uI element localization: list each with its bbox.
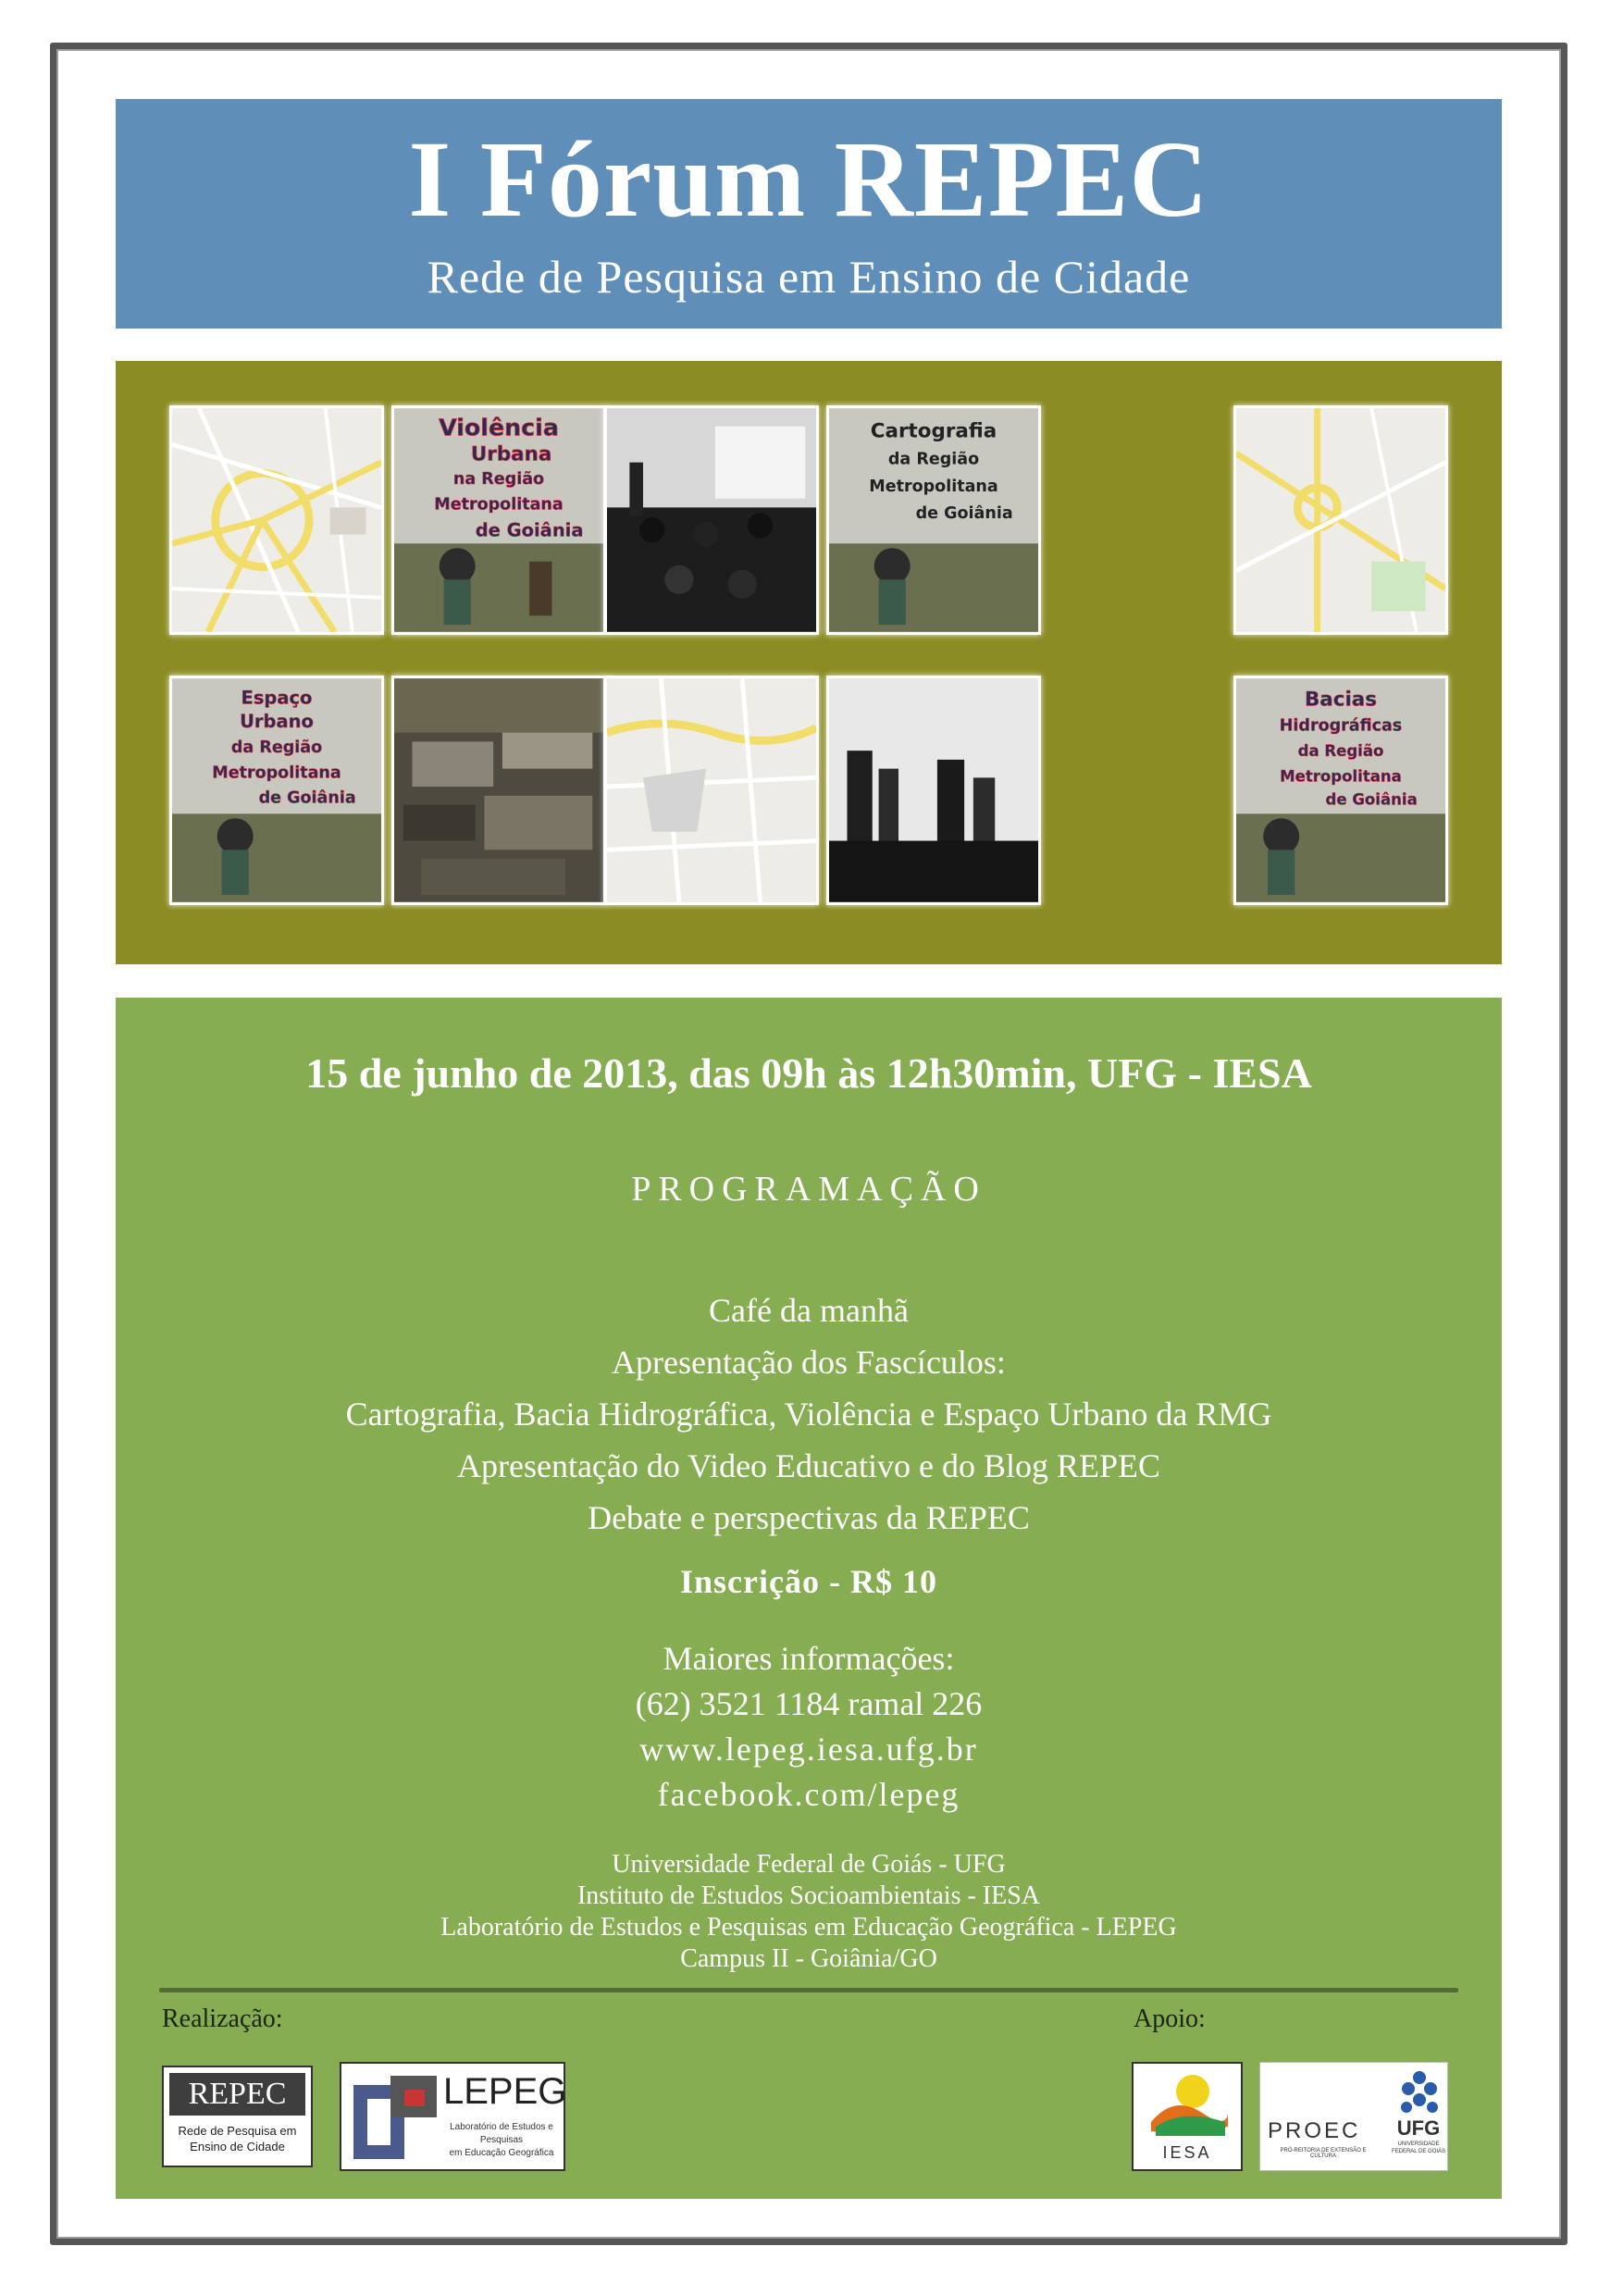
- street-map-image: [172, 408, 381, 632]
- proec-logo-name: PROEC: [1268, 2118, 1361, 2143]
- poster-line-5: de Goiânia: [258, 788, 356, 808]
- contact-block: [116, 1636, 1502, 1818]
- tagline-line: Rede de Pesquisa em: [178, 2124, 297, 2138]
- page-title: I Fórum REPEC: [408, 118, 1209, 240]
- poster-line-2: Urbana: [470, 442, 552, 466]
- poster-thumbnail-cartografia: [826, 405, 1041, 635]
- poster-line-1: Cartografia: [870, 419, 997, 443]
- ufg-logo-tagline: [1388, 2141, 1449, 2155]
- tagline-line: FEDERAL DE GOIÁS: [1391, 2149, 1446, 2154]
- classroom-photo-thumbnail: [604, 405, 819, 635]
- institution-line: Instituto de Estudos Socioambientais - IESA: [576, 1881, 1041, 1910]
- institution-line: Universidade Federal de Goiás - UFG: [612, 1850, 1006, 1879]
- more-info-label: Maiores informações:: [663, 1640, 955, 1677]
- program-item: Apresentação do Video Educativo e do Blog REPEC: [456, 1447, 1161, 1484]
- lepeg-logo-name: LEPEG: [443, 2071, 567, 2112]
- program-item: Debate e perspectivas da REPEC: [588, 1499, 1030, 1536]
- tagline-line: Ensino de Cidade: [190, 2140, 285, 2153]
- skyline-photo-image: [829, 678, 1038, 902]
- poster-line-1: Bacias: [1304, 688, 1378, 712]
- poster-line-2: da Região: [887, 450, 980, 469]
- map-thumbnail-2: [1233, 405, 1448, 635]
- tagline-line: UNIVERSIDADE: [1397, 2141, 1440, 2147]
- poster-line-3: da Região: [1297, 741, 1384, 760]
- poster-line-3: Metropolitana: [869, 477, 998, 496]
- page-subtitle: Rede de Pesquisa em Ensino de Cidade: [427, 251, 1191, 303]
- rooftops-photo-image: [394, 678, 603, 902]
- lepeg-emblem-icon: [349, 2071, 441, 2164]
- proec-ufg-logo: [1259, 2062, 1448, 2171]
- realizacao-label: Realização:: [162, 2004, 283, 2033]
- poster-line-4: Metropolitana: [434, 495, 564, 515]
- iesa-logo: [1132, 2062, 1243, 2171]
- rooftops-photo-thumbnail: [391, 676, 606, 905]
- skyline-photo-thumbnail: [826, 676, 1041, 905]
- image-gallery: [116, 361, 1502, 964]
- proec-logo-tagline: PRÓ-REITORIA DE EXTENSÃO E CULTURA: [1280, 2148, 1367, 2159]
- map-thumbnail-3: [604, 676, 819, 905]
- classroom-photo-image: [607, 408, 816, 632]
- poster-line-4: de Goiânia: [915, 504, 1013, 524]
- violencia-poster-image: [394, 408, 603, 632]
- institutions-block: [116, 1849, 1502, 1975]
- street-map-image: [1236, 408, 1445, 632]
- lepeg-logo-tagline: [443, 2121, 560, 2160]
- poster-line-4: Metropolitana: [1280, 767, 1402, 786]
- poster-line-2: Hidrográficas: [1279, 716, 1403, 736]
- institution-line: Laboratório de Estudos e Pesquisas em Educação Geográfica - LEPEG: [440, 1913, 1177, 1942]
- poster-line-4: Metropolitana: [212, 763, 341, 783]
- poster-line-1: Violência: [439, 413, 559, 441]
- program-item: Café da manhã: [709, 1292, 909, 1329]
- phone-number: (62) 3521 1184 ramal 226: [635, 1685, 983, 1722]
- espaco-urbano-poster-image: [172, 678, 381, 902]
- event-info-panel: [116, 998, 1502, 2199]
- iesa-emblem-icon: [1146, 2071, 1230, 2141]
- apoio-label: Apoio:: [1134, 2004, 1206, 2033]
- facebook-link[interactable]: facebook.com/lepeg: [657, 1776, 960, 1813]
- ufg-logo-name: UFG: [1396, 2116, 1441, 2140]
- inscricao-price: Inscrição - R$ 10: [680, 1563, 937, 1600]
- divider: [159, 1988, 1458, 1992]
- cartografia-poster-image: [829, 408, 1038, 632]
- website-link[interactable]: www.lepeg.iesa.ufg.br: [639, 1731, 978, 1768]
- lepeg-logo: [340, 2062, 565, 2171]
- institution-line: Campus II - Goiânia/GO: [680, 1944, 937, 1973]
- tagline-line: em Educação Geográfica: [449, 2148, 554, 2158]
- program-item: Apresentação dos Fascículos:: [612, 1344, 1006, 1381]
- poster-thumbnail-violencia: [391, 405, 606, 635]
- program-list: [116, 1285, 1502, 1544]
- poster-line-1: Espaço: [241, 687, 313, 709]
- header-banner: [116, 99, 1502, 329]
- poster-line-3: da Região: [230, 738, 323, 758]
- poster-line-3: na Região: [452, 470, 545, 490]
- poster-line-2: Urbano: [240, 710, 314, 732]
- poster-thumbnail-espaco-urbano: [169, 676, 384, 905]
- poster-thumbnail-bacias: [1233, 676, 1448, 905]
- repec-logo-name: REPEC: [169, 2073, 305, 2116]
- iesa-logo-name: IESA: [1162, 2143, 1212, 2162]
- map-thumbnail-1: [169, 405, 384, 635]
- tagline-line: Laboratório de Estudos e Pesquisas: [450, 2122, 553, 2145]
- ufg-emblem-icon: [1397, 2070, 1442, 2115]
- program-item: Cartografia, Bacia Hidrográfica, Violência e Espaço Urbano da RMG: [345, 1396, 1272, 1433]
- street-map-image: [607, 678, 816, 902]
- repec-logo: [162, 2066, 313, 2167]
- poster-line-5: de Goiânia: [1325, 790, 1418, 809]
- event-date: 15 de junho de 2013, das 09h às 12h30min, UFG - IESA: [305, 1049, 1312, 1097]
- programacao-heading: PROGRAMAÇÃO: [631, 1170, 986, 1209]
- bacias-poster-image: [1236, 678, 1445, 902]
- repec-logo-tagline: [169, 2123, 305, 2154]
- poster-line-5: de Goiânia: [475, 519, 584, 541]
